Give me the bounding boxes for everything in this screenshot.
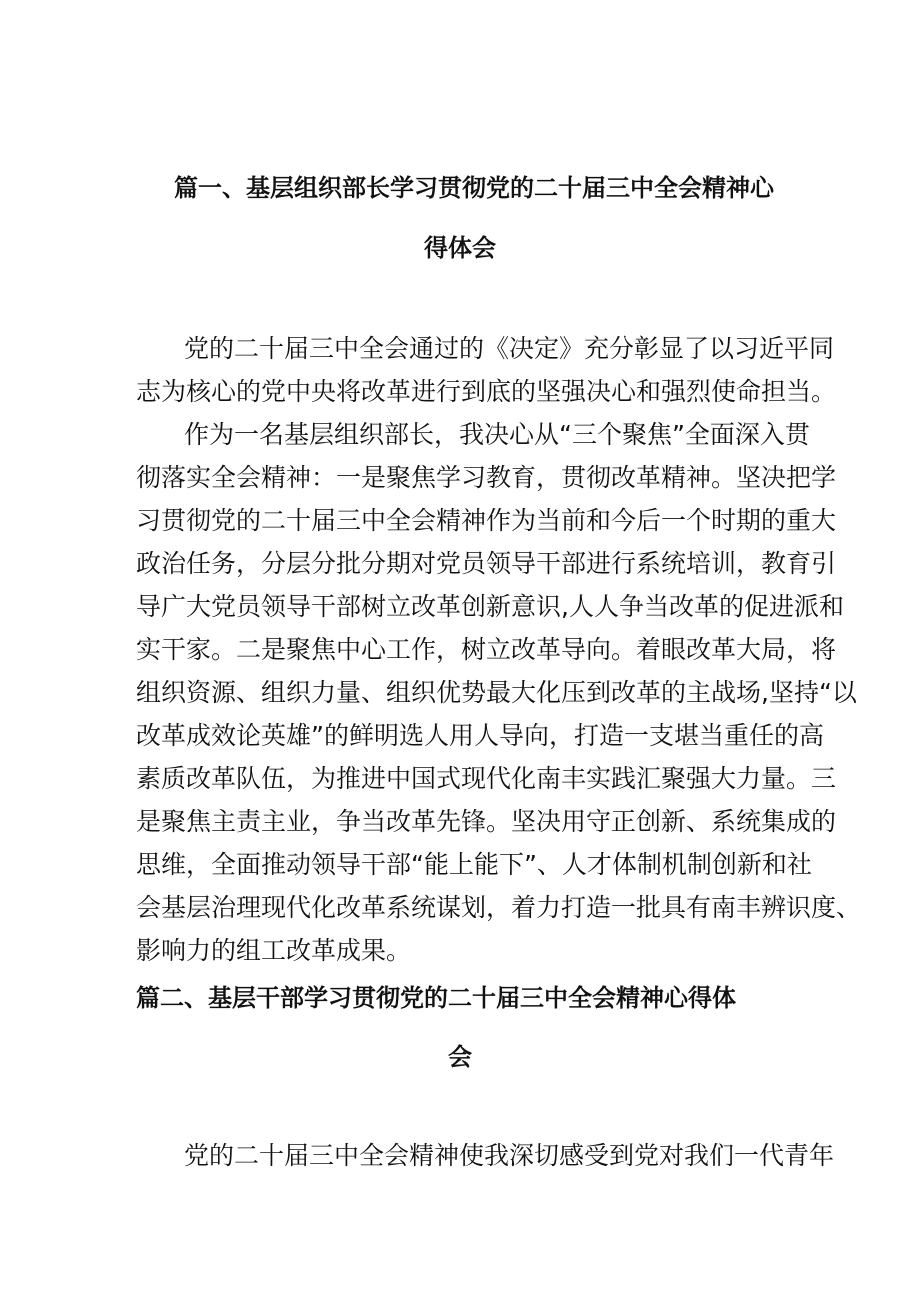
paragraph-line: 素质改革队伍，为推进中国式现代化南丰实践汇聚强大力量。三	[136, 764, 837, 793]
paragraph-line: 会基层治理现代化改革系统谋划，着力打造一批具有南丰辨识度、	[136, 893, 862, 922]
paragraph-line: 习贯彻党的二十届三中全会精神作为当前和今后一个时期的重大	[136, 506, 837, 535]
paragraph-line: 政治任务，分层分批分期对党员领导干部进行系统培训，教育引	[136, 549, 837, 578]
paragraph-line: 党的二十届三中全会精神使我深切感受到党对我们一代青年	[184, 1141, 835, 1170]
paragraph-line: 影响力的组工改革成果。	[136, 936, 412, 965]
paragraph-line: 组织资源、组织力量、组织优势最大化压到改革的主战场,坚持“以	[136, 678, 857, 707]
paragraph-line: 彻落实全会精神：一是聚焦学习教育，贯彻改革精神。坚决把学	[136, 463, 837, 492]
paragraph-line: 是聚焦主责主业，争当改革先锋。坚决用守正创新、系统集成的	[136, 807, 837, 836]
paragraph-line: 实干家。二是聚焦中心工作，树立改革导向。着眼改革大局，将	[136, 635, 837, 664]
paragraph-line: 改革成效论英雄”的鲜明选人用人导向，打造一支堪当重任的高	[136, 721, 824, 750]
paragraph-line: 作为一名基层组织部长，我决心从“三个聚焦”全面深入贯	[184, 420, 810, 449]
section1-title-line: 篇一、基层组织部长学习贯彻党的二十届三中全会精神心	[174, 174, 774, 202]
paragraph-line: 党的二十届三中全会通过的《决定》充分彰显了以习近平同	[184, 334, 835, 363]
section2-title-line: 篇二、基层干部学习贯彻党的二十届三中全会精神心得体	[136, 984, 736, 1012]
section1-title-line: 得体会	[424, 234, 496, 262]
paragraph-line: 思维，全面推动领导干部“能上能下”、人才体制机制创新和社	[136, 850, 812, 879]
paragraph-line: 导广大党员领导干部树立改革创新意识,人人争当改革的促进派和	[136, 592, 844, 621]
section2-title-line: 会	[448, 1043, 472, 1071]
paragraph-line: 志为核心的党中央将改革进行到底的坚强决心和强烈使命担当。	[136, 377, 837, 406]
